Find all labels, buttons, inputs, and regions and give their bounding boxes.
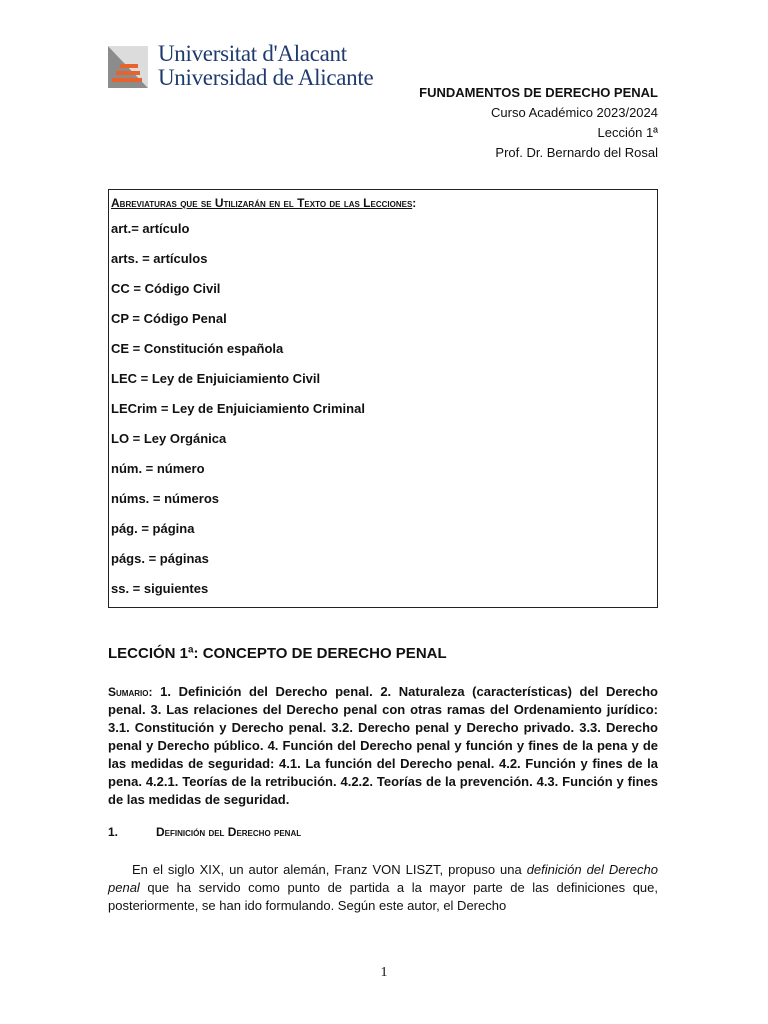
abbreviation-item: CP = Código Penal	[111, 311, 227, 326]
logo-text	[158, 42, 373, 90]
section-heading	[108, 825, 301, 839]
lesson-summary	[108, 683, 658, 809]
abbreviation-item: LEC = Ley de Enjuiciamiento Civil	[111, 371, 321, 386]
abbreviations-heading-colon: :	[412, 196, 417, 210]
abbreviation-item: núms. = números	[111, 491, 219, 506]
section-title: Definición del Derecho penal	[156, 825, 302, 839]
academic-year: Curso Académico 2023/2024	[491, 105, 658, 120]
abbreviations-heading: Abreviaturas que se Utilizarán en el Texto de las Lecciones	[111, 196, 413, 210]
body-paragraph	[108, 861, 658, 915]
abbreviation-item: núm. = número	[111, 461, 205, 476]
section-number: 1.	[108, 825, 119, 839]
course-info	[419, 83, 658, 163]
logo-line-spanish: Universidad de Alicante	[158, 65, 374, 90]
abbreviation-item: art.= artículo	[111, 221, 190, 236]
lesson-label: Lección 1ª	[597, 125, 658, 140]
professor-name: Prof. Dr. Bernardo del Rosal	[495, 145, 658, 160]
logo-line-valencian: Universitat d'Alacant	[158, 41, 347, 66]
summary-label: Sumario:	[108, 685, 153, 699]
abbreviation-item: LO = Ley Orgánica	[111, 431, 227, 446]
abbreviations-heading-row	[111, 194, 657, 212]
university-logo	[108, 42, 373, 90]
abbreviation-item: CC = Código Civil	[111, 281, 221, 296]
abbreviation-item: LECrim = Ley de Enjuiciamiento Criminal	[111, 401, 365, 416]
abbreviation-item: pág. = página	[111, 521, 195, 536]
lesson-title: LECCIÓN 1ª: CONCEPTO DE DERECHO PENAL	[108, 645, 447, 662]
abbreviations-box	[108, 189, 658, 608]
abbreviation-item: arts. = artículos	[111, 251, 208, 266]
abbreviation-item: CE = Constitución española	[111, 341, 284, 356]
paragraph-emphasis: definición del Derecho penal	[108, 862, 658, 895]
summary-text: 1. Definición del Derecho penal. 2. Naturaleza (características) del Derecho penal. 3. Las relaciones del Derecho penal con otras ramas del Ordenamiento jurídico: 3.1. Constitución y Derecho penal. 3.2. Derecho penal y Derecho privado. 3.3. Derecho penal y Derecho público. 4. Función del Derecho penal y función y fines de la pena y de las medidas de seguridad: 4.1. La función del Derecho penal. 4.2. Función y fines de la pena. 4.2.1. Teorías de la retribución. 4.2.2. Teorías de la prevención. 4.3. Función y fines de las medidas de seguridad.	[108, 684, 658, 807]
university-emblem-icon	[108, 44, 148, 88]
course-title: FUNDAMENTOS DE DERECHO PENAL	[419, 85, 658, 100]
abbreviation-item: págs. = páginas	[111, 551, 209, 566]
paragraph-text-end: que ha servido como punto de partida a la mayor parte de las definiciones que, posteriormente, se han ido formulando. Según este autor, el Derecho	[108, 880, 658, 913]
abbreviation-item: ss. = siguientes	[111, 581, 209, 596]
page-number: 1	[380, 965, 388, 980]
paragraph-text-start: En el siglo XIX, un autor alemán, Franz VON LISZT, propuso una	[132, 862, 527, 877]
